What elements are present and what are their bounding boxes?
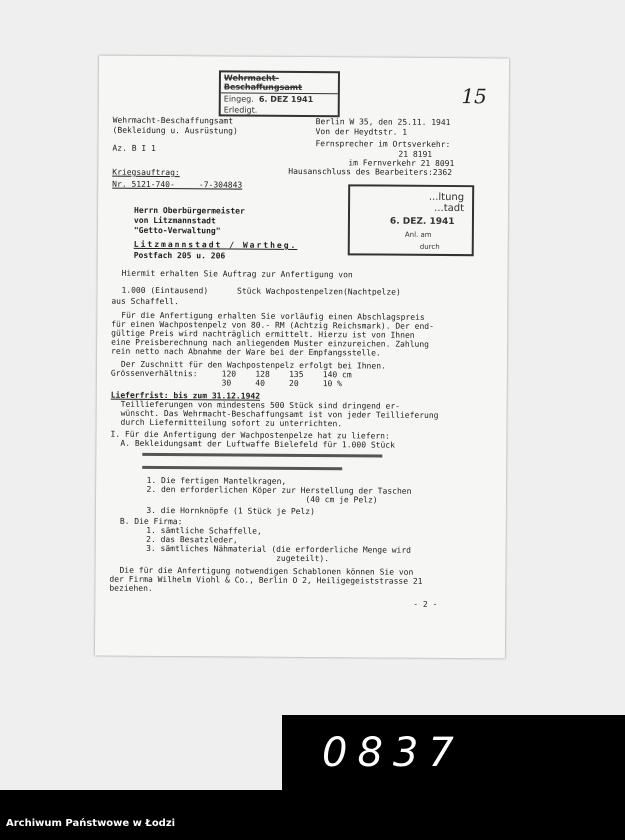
- stamp-received-date: 6. DEZ 1941: [258, 94, 314, 105]
- recipient-line4: Litzmannstadt / Wartheg.: [133, 239, 298, 250]
- body-intro: Hiermit erhalten Sie Auftrag zur Anfertigung von: [121, 268, 353, 280]
- templates-line3: beziehen.: [109, 583, 153, 593]
- delivery-line4: durch Liefermitteilung sofort zu unterrichten.: [120, 417, 343, 429]
- city-date: Berlin W 35, den 25.11. 1941: [315, 117, 451, 128]
- phone1-label: Fernsprecher im Ortsverkehr:: [315, 139, 451, 150]
- price-line3: gültige Preis wird nachträglich ermittelt. Hierzu ist von Ihnen: [111, 328, 415, 340]
- templates-line1: Die für die Anfertigung notwendigen Schablonen können Sie von: [119, 565, 414, 577]
- supply-a2b: (40 cm je Pelz): [131, 493, 378, 505]
- price-line1: Für die Anfertigung erhalten Sie vorläufig einen Abschlagspreis: [121, 310, 425, 322]
- sender-ref: Az. B I 1: [112, 143, 156, 153]
- templates-line2: der Firma Wilhelm Viohl & Co., Berlin O 2, Heiligegeiststrasse 21: [109, 574, 423, 586]
- supply-a1: 1. Die fertigen Mantelkragen,: [132, 475, 287, 486]
- percent-line: 30 40 20 10 %: [110, 377, 343, 389]
- supply-b2: 2. das Besatzleder,: [131, 534, 238, 545]
- delivery-deadline: Lieferfrist: bis zum 31.12.1942: [110, 390, 261, 401]
- recipient-line5: Postfach 205 u. 206: [133, 250, 226, 261]
- phone2: im Fernverkehr 21 8091: [348, 158, 455, 169]
- handwritten-page-number: 15: [461, 84, 487, 109]
- sender-line1: Wehrmacht-Beschaffungsamt: [112, 115, 234, 126]
- stamp-header: Wehrmacht-Beschaffungsamt: [221, 72, 338, 94]
- frame-counter: 0837: [322, 730, 464, 776]
- body-material: aus Schaffell.: [111, 296, 179, 307]
- street: Von der Heydtstr. 1: [315, 127, 408, 137]
- order-number: Nr. 5121-740- -7-304843: [112, 179, 243, 190]
- sizes-line: Grössenverhältnis: 120 128 135 140 cm: [110, 368, 352, 380]
- supply-b: B. Die Firma:: [119, 516, 183, 527]
- cut-line1: Der Zuschnitt für den Wachpostenpelz erfolgt bei Ihnen.: [120, 359, 386, 371]
- supply-a3: 3. die Hornknöpfe (1 Stück je Pelz): [131, 505, 315, 517]
- stamp2-field2: durch: [419, 242, 440, 251]
- sender-line2: (Bekleidung u. Ausrüstung): [112, 125, 238, 136]
- delivery-line3: wünscht. Das Wehrmacht-Beschaffungsamt ist von jeder Teillieferung: [120, 408, 439, 420]
- stamp2-line1: ...ltung: [428, 191, 465, 204]
- stamp2-line2: ...tadt: [434, 202, 465, 215]
- supply-b1: 1. sämtliche Schaffelle,: [131, 525, 262, 536]
- getto-administration-stamp: [348, 184, 474, 256]
- price-line2: für einen Wachpostenpelz von 80.- RM (Achtzig Reichsmark). Der end-: [111, 319, 434, 331]
- supply-a2: 2. den erforderlichen Köper zur Herstellung der Taschen: [132, 484, 412, 496]
- price-line5: rein netto nach Abnahme der Ware bei der Empfangsstelle.: [111, 346, 381, 358]
- recipient-line1: Herrn Oberbürgermeister: [133, 205, 245, 216]
- stamp-done-label: Erledigt.: [223, 105, 258, 115]
- phone1: 21 8191: [398, 149, 433, 159]
- received-stamp: [219, 70, 340, 117]
- order-label: Kriegsauftrag:: [112, 167, 180, 178]
- supply-heading: I. Für die Anfertigung der Wachpostenpelze hat zu liefern:: [110, 429, 390, 441]
- archive-name: Archiwum Państwowe w Łodzi: [6, 818, 176, 829]
- body-quantity: 1.000 (Eintausend) Stück Wachpostenpelzen(Nachtpelze): [121, 285, 401, 297]
- supply-b3: 3. sämtliches Nähmaterial (die erforderliche Menge wird: [131, 543, 412, 555]
- recipient-line2: von Litzmannstadt: [133, 215, 216, 226]
- delivery-line2: Teillieferungen von mindestens 500 Stück sind dringend er-: [120, 399, 401, 411]
- stamp2-date: 6. DEZ. 1941: [389, 216, 455, 228]
- recipient-line3: "Getto-Verwaltung": [133, 225, 221, 236]
- price-line4: eine Preisberechnung nach anliegendem Muster einzureichen. Zahlung: [111, 337, 430, 349]
- strikeout-bar: [142, 466, 342, 470]
- supply-b3b: zugeteilt).: [131, 552, 330, 564]
- stamp-received-label: Eingeg.: [223, 94, 254, 104]
- strikeout-bar: [142, 453, 382, 458]
- supply-a: A. Bekleidungsamt der Luftwaffe Bielefeld für 1.000 Stück: [120, 438, 395, 450]
- stamp2-field1: Anl. am: [404, 230, 432, 239]
- page-marker: - 2 -: [413, 599, 438, 609]
- document-page: [95, 56, 509, 659]
- phone3: Hausanschluss des Bearbeiters:2362: [288, 166, 453, 178]
